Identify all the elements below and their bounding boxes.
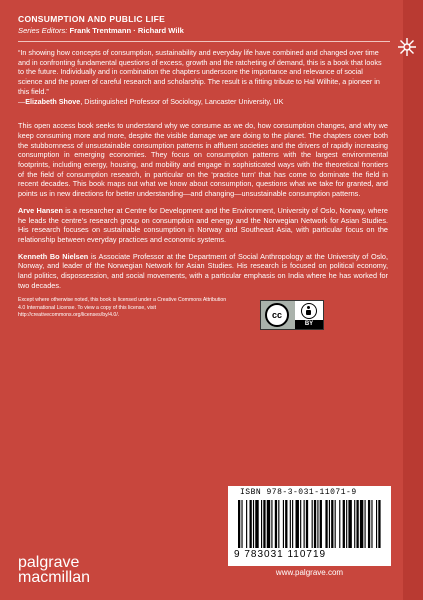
barcode-bar: [296, 500, 299, 548]
author-name-1: Arve Hansen: [18, 205, 63, 215]
author-text-2: is Associate Professor at the Department of Social Anthropology at the University of Oslo, Norway, and leader of the Norwegian Network for Asian Studies. His research is focused on political economy, land politics, dispossession, and social movements, with a particular emphasis on India where he has worked for two decades.: [18, 251, 388, 290]
barcode-bar: [329, 500, 330, 548]
barcode-bar: [261, 500, 262, 548]
barcode-bar: [378, 500, 380, 548]
author-bio-1: [18, 206, 388, 245]
barcode-bar: [331, 500, 333, 548]
divider: [18, 41, 390, 42]
barcode-bar: [246, 500, 247, 548]
barcode-bar: [343, 500, 345, 548]
isbn-text: ISBN 978-3-031-11071-9: [240, 488, 357, 497]
barcode-bar: [306, 500, 308, 548]
barcode-bar: [292, 500, 293, 548]
barcode-bar: [312, 500, 313, 548]
barcode-bar: [325, 500, 327, 548]
author-text-1: is a researcher at Centre for Development and the Environment, University of Oslo, Norway, where he leads the centre’s research group on consumption and energy and the Norwegian Network for Asian Studies. His research focuses on sustainable consumption in Norway and Southeast Asia, with particular focus on the relationship between everyday practices and economic systems.: [18, 205, 388, 244]
barcode-bar: [285, 500, 287, 548]
attribution-name: Elizabeth Shove: [25, 96, 81, 106]
isbn-number: 9 783031 110719: [234, 549, 327, 560]
by-label: BY: [295, 320, 323, 329]
barcode-bar: [314, 500, 316, 548]
barcode-bar: [376, 500, 377, 548]
barcode-bar: [300, 500, 301, 548]
attribution-icon: [301, 303, 317, 319]
barcode-bar: [238, 500, 240, 548]
author-bio-2: [18, 252, 388, 291]
barcode-bar: [253, 500, 254, 548]
barcode-bar: [250, 500, 252, 548]
attribution-dash: —: [18, 96, 26, 106]
attribution-affiliation: , Distinguished Professor of Sociology, Lancaster University, UK: [80, 96, 284, 106]
barcode-bar: [290, 500, 291, 548]
barcode-bar: [255, 500, 258, 548]
isbn-barcode: [228, 486, 391, 566]
cc-license-icon: [260, 300, 324, 330]
barcode-bar: [368, 500, 370, 548]
barcode-bar: [283, 500, 284, 548]
license-text: Except where otherwise noted, this book is licensed under a Creative Commons Attribution 4.0 International License. To view a copy of this license, visit http://creativecommons.org/licenses/by/4.0/.: [18, 297, 227, 318]
barcode-bar: [267, 500, 270, 548]
publisher-logo: [18, 555, 90, 585]
barcode-bar: [354, 500, 355, 548]
barcode-bar: [317, 500, 318, 548]
endorsement-attribution: [18, 97, 388, 107]
barcode-bar: [360, 500, 363, 548]
series-editors: [18, 25, 388, 36]
publisher-logo-line1: palgrave: [18, 554, 80, 571]
barcode-bar: [320, 500, 322, 548]
publisher-website[interactable]: www.palgrave.com: [275, 568, 344, 577]
barcode-bar: [278, 500, 279, 548]
barcode-bar: [348, 500, 351, 548]
springer-nature-link-icon: [396, 36, 418, 58]
barcode-bar: [371, 500, 372, 548]
cc-logo: cc: [265, 303, 289, 327]
endorsement-quote: “In showing how concepts of consumption, sustainability and everyday life have combined and changed over time and in confronting fundamental questions of excess, growth and the ratcheting of demand, this is a book that looks to the future. Individually and in combination the chapters underscore the importance and relevance of social science and the power of careful research and scholarship. The result is a fitting tribute to Hal Wilhite, a pioneer in this field.”: [18, 48, 382, 96]
author-name-2: Kenneth Bo Nielsen: [18, 251, 89, 261]
barcode-bar: [356, 500, 358, 548]
license-section: [18, 297, 388, 359]
publisher-logo-line2: macmillan: [18, 569, 91, 586]
series-editors-label: Series Editors:: [18, 26, 68, 35]
series-editors-names: Frank Trentmann · Richard Wilk: [69, 26, 184, 35]
barcode-bar: [335, 500, 336, 548]
back-cover-text: [18, 14, 388, 359]
barcode-bar: [263, 500, 265, 548]
barcode-bar: [339, 500, 340, 548]
barcode-bar: [271, 500, 272, 548]
barcode-bar: [241, 500, 242, 548]
book-blurb: This open access book seeks to understand why we consume as we do, how consumption changes, and why we keep consuming more and more, despite the visible damage we are doing to the planet. The chapters cover both the stubbornness of unsustainable consumption patterns in affluent societies and the drivers of rapidly increasing consumption in emerging economies. They focus on consumption patterns with the largest environmental footprints, including energy, housing, and mobility and engage in sophisticated ways with the theoretical frontiers of the field of consumption research, in particular on the ‘practice turn’ that has come to dominate the field in recent decades. This book maps out what we know about consumption, questions what we take for granted, and points us in new directions for better understanding—and changing—unsustainable consumption patterns.: [18, 121, 388, 199]
barcode-bars: [238, 500, 382, 548]
barcode-bar: [304, 500, 305, 548]
barcode-bar: [346, 500, 347, 548]
spine-band: [403, 0, 423, 600]
barcode-bar: [365, 500, 366, 548]
barcode-bar: [275, 500, 277, 548]
series-title: CONSUMPTION AND PUBLIC LIFE: [18, 14, 166, 24]
